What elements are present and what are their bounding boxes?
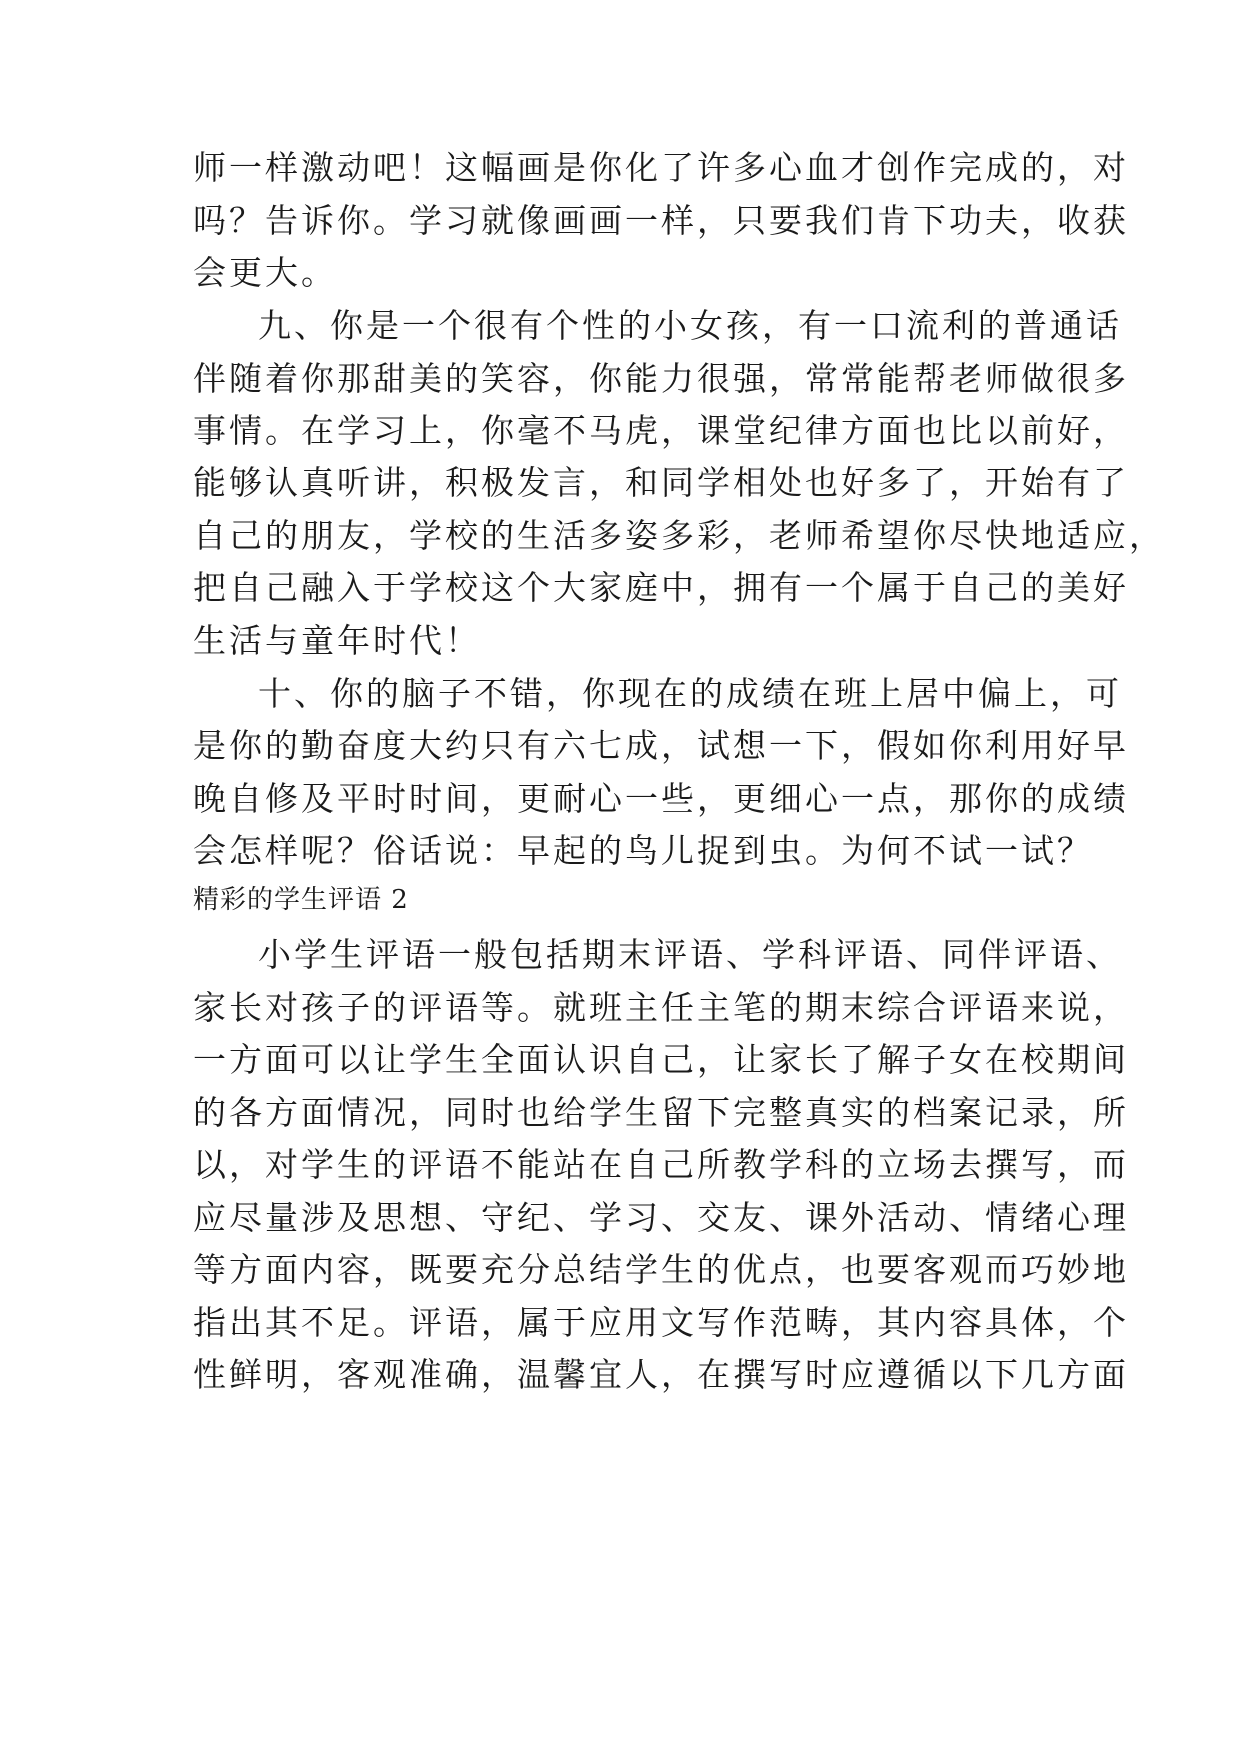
text-line: 应尽量涉及思想、守纪、学习、交友、课外活动、情绪心理 [193, 1198, 1129, 1237]
text-line: 九、你是一个很有个性的小女孩，有一口流利的普通话 [258, 306, 1122, 345]
text-line: 晚自修及平时时间，更耐心一些，更细心一点，那你的成绩 [193, 779, 1129, 818]
text-line: 会更大。 [193, 253, 337, 292]
text-line: 以，对学生的评语不能站在自己所教学科的立场去撰写，而 [193, 1145, 1129, 1184]
text-line: 事情。在学习上，你毫不马虎，课堂纪律方面也比以前好， [193, 411, 1129, 450]
text-line: 一方面可以让学生全面认识自己，让家长了解子女在校期间 [193, 1040, 1129, 1079]
text-line: 把自己融入于学校这个大家庭中，拥有一个属于自己的美好 [193, 568, 1129, 607]
text-line: 会怎样呢？俗话说：早起的鸟儿捉到虫。为何不试一试？ [193, 831, 1093, 870]
text-line: 伴随着你那甜美的笑容，你能力很强，常常能帮老师做很多 [193, 359, 1129, 398]
text-line: 指出其不足。评语，属于应用文写作范畴，其内容具体，个 [193, 1303, 1129, 1342]
text-line: 的各方面情况，同时也给学生留下完整真实的档案记录，所 [193, 1093, 1129, 1132]
text-line: 师一样激动吧！这幅画是你化了许多心血才创作完成的，对 [193, 148, 1129, 187]
text-line: 吗？告诉你。学习就像画画一样，只要我们肯下功夫，收获 [193, 201, 1129, 240]
text-line: 家长对孩子的评语等。就班主任主笔的期末综合评语来说， [193, 988, 1129, 1027]
text-line: 等方面内容，既要充分总结学生的优点，也要客观而巧妙地 [193, 1250, 1129, 1289]
text-line: 性鲜明，客观准确，温馨宜人，在撰写时应遵循以下几方面 [193, 1355, 1129, 1394]
text-line: 是你的勤奋度大约只有六七成，试想一下，假如你利用好早 [193, 726, 1129, 765]
text-line: 十、你的脑子不错，你现在的成绩在班上居中偏上，可 [258, 674, 1122, 713]
section-heading: 精彩的学生评语 2 [193, 885, 409, 915]
text-line: 小学生评语一般包括期末评语、学科评语、同伴评语、 [258, 935, 1122, 974]
text-line: 能够认真听讲，积极发言，和同学相处也好多了，开始有了 [193, 463, 1129, 502]
text-line: 生活与童年时代！ [193, 621, 481, 660]
text-line: 自己的朋友，学校的生活多姿多彩，老师希望你尽快地适应， [193, 516, 1165, 555]
